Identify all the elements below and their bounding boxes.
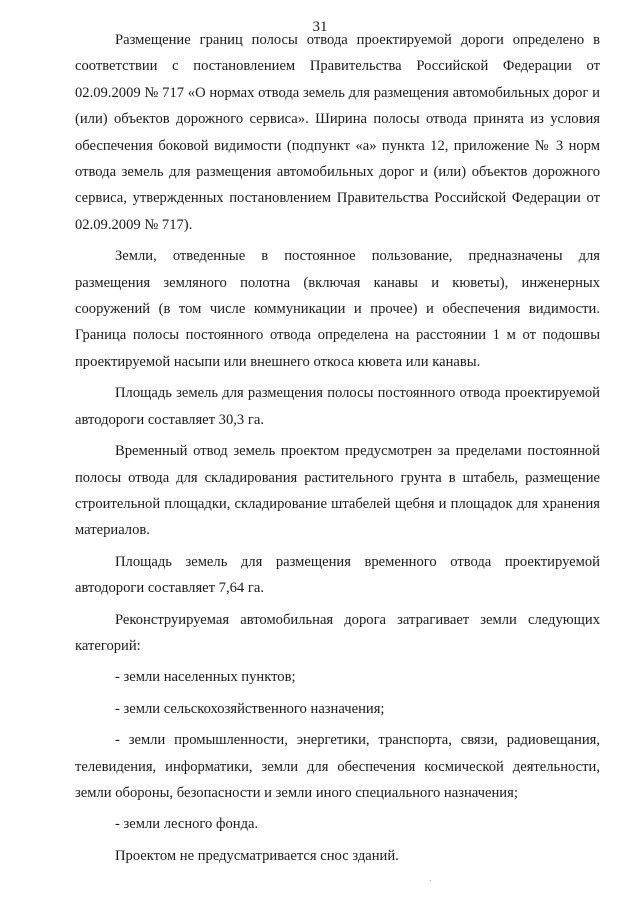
list-item-settlement-lands: - земли населенных пунктов;	[115, 669, 296, 686]
list-item-agricultural-lands: - земли сельскохозяйственного назначения;	[115, 700, 385, 717]
list-item-forest-lands: - земли лесного фонда.	[115, 816, 259, 833]
page-number: 31	[312, 19, 328, 35]
scan-speck	[430, 880, 431, 881]
document-body	[75, 27, 600, 869]
paragraph-permanent-use-lands: Земли, отведенные в постоянное пользование, предназначены для размещения земляного полотна (включая канавы и кюветы), инженерных сооружений (в том числе коммуникации и прочее) и обеспечения видимости. Граница полосы постоянного отвода определена на расстоянии 1 м от подошвы проектируемой насыпи или внешнего откоса кювета или канавы.	[75, 248, 600, 370]
paragraph-no-demolition: Проектом не предусматривается снос зданий.	[115, 847, 399, 864]
list-item-industrial-special-lands: - земли промышленности, энергетики, транспорта, связи, радиовещания, телевидения, информатики, земли для обеспечения космической деятельности, земли обороны, безопасности и земли иного специального назначения;	[75, 732, 600, 801]
paragraph-right-of-way-boundaries: Размещение границ полосы отвода проектируемой дороги определено в соответствии с постановлением Правительства Российской Федерации от 02.09.2009 № 717 «О нормах отвода земель для размещения автомобильных дорог и (или) объектов дорожного сервиса». Ширина полосы отвода принята из условия обеспечения боковой видимости (подпункт «а» пункта 12, приложение № 3 норм отвода земель для размещения автомобильных дорог и (или) объектов дорожного сервиса, утвержденных постановлением Правительства Российской Федерации от 02.09.2009 № 717).	[75, 32, 600, 233]
paragraph-temporary-area: Площадь земель для размещения временного отвода проектируемой автодороги составляет 7,64 га.	[75, 553, 600, 597]
paragraph-permanent-area: Площадь земель для размещения полосы постоянного отвода проектируемой автодороги составляет 30,3 га.	[75, 385, 600, 428]
paragraph-temporary-allotment: Временный отвод земель проектом предусмотрен за пределами постоянной полосы отвода для складирования растительного грунта в штабель, размещение строительной площадки, складирование штабелей щебня и площадок для хранения материалов.	[75, 443, 600, 539]
paragraph-land-categories-intro: Реконструируемая автомобильная дорога затрагивает земли следующих категорий:	[75, 611, 600, 654]
